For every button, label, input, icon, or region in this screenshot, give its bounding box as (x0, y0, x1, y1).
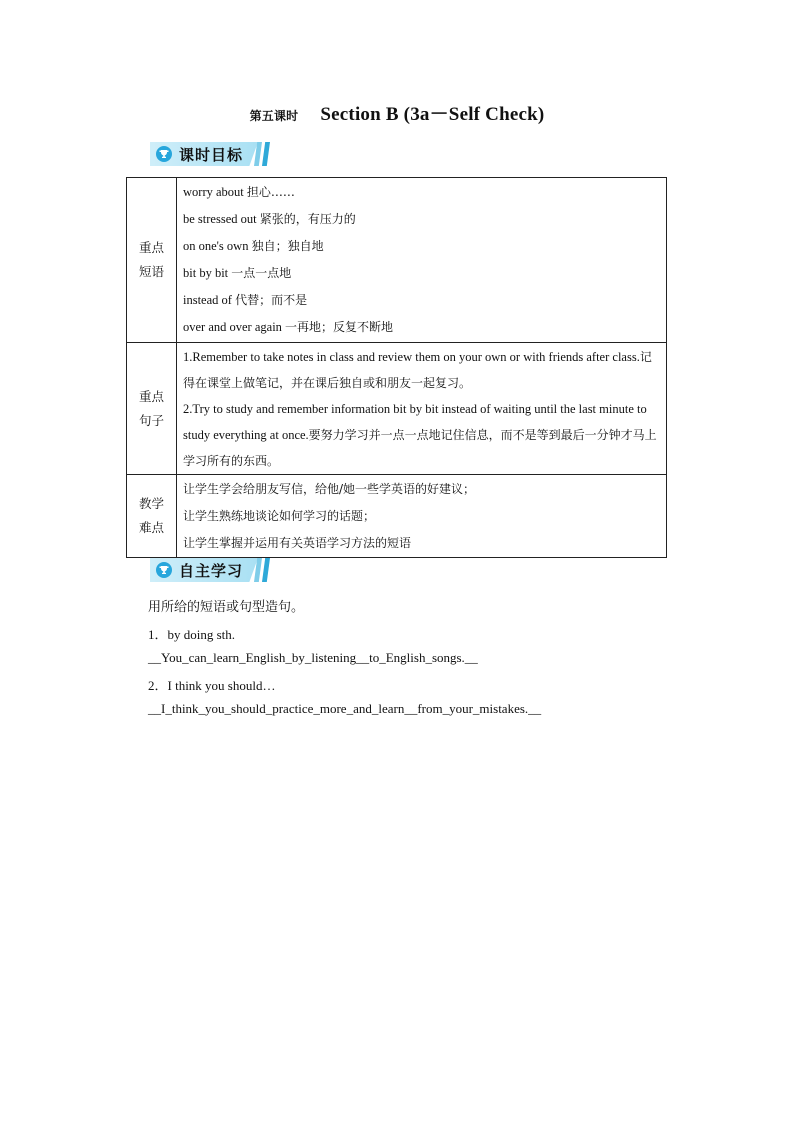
study-banner (150, 558, 272, 582)
difficulty-line: 让学生熟练地谈论如何学习的话题； (183, 508, 376, 523)
phrase-line: on one's own 独自；独自地 (183, 239, 324, 253)
phrase-line: instead of 代替；而不是 (183, 293, 308, 307)
table-row (127, 343, 667, 475)
phrase-line: bit by bit 一点一点地 (183, 266, 292, 280)
goals-banner-label: 课时目标 (179, 146, 244, 164)
title-english: Section B (3a－Self Check) (320, 104, 545, 125)
sentence-2: 2.Try to study and remember information bit by bit instead of waiting until the last minute to study everything at once.要努力学习并一点一点地记住信息，而不是等到最后一分钟才马上学习所有的东西。 (183, 401, 657, 468)
goals-banner (150, 142, 272, 166)
exercise-answer-1: __You_can_learn_English_by_listening__to_English_songs.__ (148, 650, 478, 665)
page-title (0, 99, 794, 126)
teaching-difficulties-cell (177, 475, 667, 558)
trophy-icon (156, 146, 172, 162)
key-sentences-cell (177, 343, 667, 475)
exercise-prompt-1: 1．by doing sth. (148, 627, 236, 642)
goals-table (126, 177, 667, 558)
key-phrases-cell (177, 178, 667, 343)
sentence-1: 1.Remember to take notes in class and review them on your own or with friends after class.记得在课堂上做笔记，并在课后独自或和朋友一起复习。 (183, 349, 652, 390)
table-row (127, 178, 667, 343)
trophy-icon (156, 562, 172, 578)
difficulty-line: 让学生学会给朋友写信，给他/她一些学英语的好建议； (183, 481, 476, 496)
category-key-sentences: 重点 句子 (127, 343, 177, 475)
title-chinese: 第五课时 (249, 109, 299, 123)
difficulty-line: 让学生掌握并运用有关英语学习方法的短语 (183, 535, 412, 550)
category-teaching-difficulties: 教学 难点 (127, 475, 177, 558)
study-banner-label: 自主学习 (179, 562, 244, 580)
exercise-answer-2: __I_think_you_should_practice_more_and_learn__from_your_mistakes.__ (148, 701, 542, 716)
table-row (127, 475, 667, 558)
phrase-line: over and over again 一再地；反复不断地 (183, 320, 394, 334)
category-key-phrases: 重点 短语 (127, 178, 177, 343)
exercise-prompt-2: 2．I think you should… (148, 678, 276, 693)
exercise-instruction: 用所给的短语或句型造句。 (148, 600, 305, 615)
phrase-line: be stressed out 紧张的，有压力的 (183, 212, 356, 226)
phrase-line: worry about 担心…… (183, 185, 295, 199)
